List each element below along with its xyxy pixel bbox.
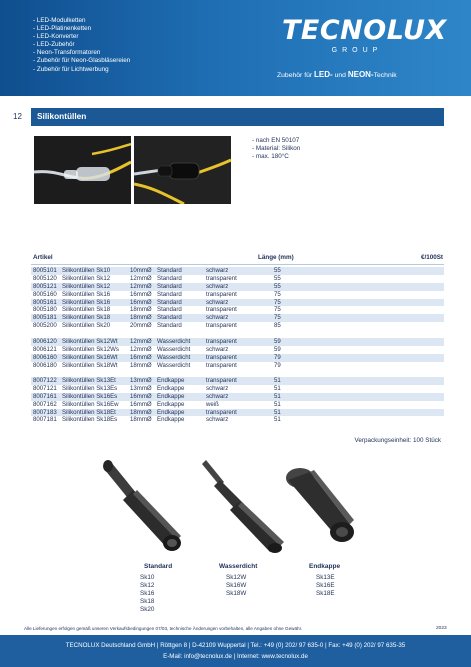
diameter: 13mmØ [130, 384, 152, 392]
category-item: - Neon-Transformatoren [33, 49, 130, 57]
grommet-type: Endkappe [157, 392, 185, 400]
grommet-color: weiß [206, 400, 219, 408]
table-row [31, 354, 444, 362]
article-number: 8006160 [33, 353, 57, 361]
model-code: Sk12 [140, 582, 155, 590]
diameter: 10mmØ [130, 267, 152, 274]
model-code: Sk16E [316, 582, 335, 590]
tagline-led: LED- [314, 70, 333, 79]
model-code: Sk13E [316, 574, 335, 581]
article-number: 8007183 [33, 408, 57, 416]
group-title-standard: Standard [144, 563, 173, 570]
diameter: 16mmØ [130, 290, 152, 298]
table-header-divider [31, 264, 444, 265]
length-value: 75 [274, 298, 281, 306]
grommet-color: transparent [206, 408, 237, 416]
article-name: Silikontüllen Sk12 [62, 274, 111, 282]
grommet-color: schwarz [206, 416, 229, 424]
article-name: Silikontüllen Sk18Et [62, 408, 116, 416]
grommet-type: Wasserdicht [157, 338, 191, 345]
grommet-color: schwarz [206, 298, 229, 306]
endcap-grommet-illustration [276, 452, 386, 554]
model-code: Sk18 [140, 598, 155, 606]
spec-item: - max. 180°C [252, 153, 300, 161]
footer-contact: E-Mail: info@tecnolux.de | Internet: www.tecnolux.de [163, 653, 308, 660]
grommet-color: transparent [206, 274, 237, 282]
page-number: 12 [13, 112, 22, 121]
logo-wordmark: TECNOLUX [282, 15, 447, 46]
article-name: Silikontüllen Sk16 [62, 298, 111, 306]
grommet-color: schwarz [206, 345, 229, 353]
article-number: 8006180 [33, 361, 57, 369]
section-title: Silikontüllen [37, 111, 87, 121]
table-row [31, 299, 444, 307]
length-value: 59 [274, 345, 281, 353]
grommet-type: Standard [157, 322, 182, 330]
grommet-type: Endkappe [157, 384, 185, 392]
length-value: 85 [274, 322, 281, 330]
spec-item: - Material: Silikon [252, 145, 300, 153]
article-name: Silikontüllen Sk16Es [62, 392, 118, 400]
header-price: €/100St [420, 254, 443, 261]
grommet-type: Standard [157, 314, 182, 322]
standard-grommet-illustration [97, 452, 207, 554]
grommet-type: Endkappe [157, 377, 185, 384]
grommet-color: transparent [206, 322, 237, 330]
diameter: 20mmØ [130, 322, 152, 330]
grommet-color: schwarz [206, 392, 229, 400]
group-list-wasserdicht [226, 574, 246, 598]
category-item: - LED-Platinenketten [33, 25, 130, 33]
diameter: 12mmØ [130, 282, 152, 290]
article-group-standard [31, 267, 444, 330]
product-photo-transparent [34, 136, 131, 204]
catalog-year: 2023 [436, 626, 447, 631]
packaging-unit: Verpackungseinheit: 100 Stück [354, 437, 441, 444]
length-value: 75 [274, 314, 281, 322]
tagline-part: Zubehör für [277, 72, 315, 79]
category-item: - LED-Modulketten [33, 17, 130, 25]
tagline-part: Technik [373, 72, 397, 79]
grommet-color: schwarz [206, 384, 229, 392]
article-number: 8007122 [33, 377, 57, 384]
table-row [31, 362, 444, 370]
article-group-endkappe [31, 377, 444, 424]
article-number: 8007181 [33, 416, 57, 424]
length-value: 55 [274, 282, 281, 290]
article-name: Silikontüllen Sk16Ew [62, 400, 119, 408]
table-row [31, 401, 444, 409]
group-list-endkappe [316, 574, 335, 598]
table-row [31, 291, 444, 299]
diameter: 16mmØ [130, 298, 152, 306]
spec-item: - nach EN 50107 [252, 137, 300, 145]
tecnolux-logo [282, 15, 447, 60]
diameter: 12mmØ [130, 274, 152, 282]
length-value: 51 [274, 416, 281, 424]
table-row [31, 267, 444, 275]
grommet-color: transparent [206, 290, 237, 298]
length-value: 51 [274, 384, 281, 392]
grommet-color: transparent [206, 361, 237, 369]
article-name: Silikontüllen Sk18 [62, 306, 111, 314]
article-number: 8005120 [33, 274, 57, 282]
category-item: - Zubehör für Lichtwerbung [33, 66, 130, 74]
diameter: 18mmØ [130, 314, 152, 322]
diameter: 18mmØ [130, 408, 152, 416]
grommet-color: transparent [206, 377, 237, 384]
length-value: 51 [274, 377, 281, 384]
length-value: 75 [274, 306, 281, 314]
article-number: 8006121 [33, 345, 57, 353]
length-value: 51 [274, 392, 281, 400]
table-row [31, 314, 444, 322]
table-row [31, 338, 444, 346]
category-list [33, 17, 130, 74]
model-code: Sk18E [316, 590, 335, 598]
spec-list [252, 137, 300, 162]
article-number: 8005160 [33, 290, 57, 298]
article-name: Silikontüllen Sk12Ws [62, 345, 119, 353]
diameter: 12mmØ [130, 338, 152, 345]
length-value: 55 [274, 267, 281, 274]
model-code: Sk20 [140, 606, 155, 614]
length-value: 55 [274, 274, 281, 282]
group-list-standard [140, 574, 154, 614]
diameter: 13mmØ [130, 377, 152, 384]
article-name: Silikontüllen Sk10 [62, 267, 111, 274]
category-item: - Zubehör für Neon-Glasbläsereien [33, 57, 130, 65]
grommet-type: Endkappe [157, 400, 185, 408]
article-name: Silikontüllen Sk13Et [62, 377, 116, 384]
length-value: 79 [274, 361, 281, 369]
category-item: - LED-Konverter [33, 33, 130, 41]
logo-subline: GROUP [331, 47, 383, 54]
table-row [31, 377, 444, 385]
header-length: Länge (mm) [258, 254, 294, 261]
table-row [31, 385, 444, 393]
model-code: Sk16 [140, 590, 155, 598]
table-row [31, 346, 444, 354]
group-title-endkappe: Endkappe [309, 563, 341, 570]
group-title-wasserdicht: Wasserdicht [219, 563, 258, 570]
grommet-type: Standard [157, 282, 182, 290]
model-code: Sk12W [226, 574, 247, 581]
article-group-wasserdicht [31, 338, 444, 370]
article-name: Silikontüllen Sk18 [62, 314, 111, 322]
grommet-color: transparent [206, 338, 237, 345]
tagline-neon: NEON- [347, 70, 374, 79]
legal-notice: Alle Lieferungen erfolgen gemäß unseren Verkaufsbedingungen 07/03, technische Änderungen vorbehalten, alle Angaben ohne Gewähr. [24, 626, 303, 631]
grommet-color: transparent [206, 353, 237, 361]
grommet-type: Endkappe [157, 408, 185, 416]
diameter: 16mmØ [130, 392, 152, 400]
page-header [0, 0, 471, 96]
grommet-type: Standard [157, 306, 182, 314]
article-number: 8005200 [33, 322, 57, 330]
grommet-color: transparent [206, 306, 237, 314]
header-article: Artikel [33, 254, 53, 261]
diameter: 18mmØ [130, 416, 152, 424]
diameter: 18mmØ [130, 361, 152, 369]
grommet-type: Standard [157, 267, 182, 274]
table-header [33, 254, 443, 263]
category-item: - LED-Zubehör [33, 41, 130, 49]
article-name: Silikontüllen Sk12Wt [62, 338, 118, 345]
diameter: 16mmØ [130, 353, 152, 361]
header-tagline [277, 70, 397, 79]
article-number: 8007162 [33, 400, 57, 408]
grommet-type: Wasserdicht [157, 353, 191, 361]
article-number: 8007121 [33, 384, 57, 392]
table-row [31, 306, 444, 314]
article-number: 8006120 [33, 338, 57, 345]
article-number: 8005101 [33, 267, 57, 274]
table-row [31, 322, 444, 330]
grommet-type: Standard [157, 298, 182, 306]
section-title-bar [31, 108, 444, 126]
article-name: Silikontüllen Sk13Es [62, 384, 118, 392]
diameter: 12mmØ [130, 345, 152, 353]
diameter: 16mmØ [130, 400, 152, 408]
grommet-color: schwarz [206, 282, 229, 290]
length-value: 51 [274, 408, 281, 416]
model-code: Sk16W [226, 582, 247, 590]
article-number: 8005180 [33, 306, 57, 314]
table-row [31, 409, 444, 417]
grommet-type: Wasserdicht [157, 345, 191, 353]
grommet-color: schwarz [206, 314, 229, 322]
grommet-color: schwarz [206, 267, 229, 274]
article-name: Silikontüllen Sk16Wt [62, 353, 118, 361]
length-value: 51 [274, 400, 281, 408]
grommet-type: Endkappe [157, 416, 185, 424]
table-row [31, 283, 444, 291]
article-number: 8005121 [33, 282, 57, 290]
diameter: 18mmØ [130, 306, 152, 314]
grommet-type: Standard [157, 290, 182, 298]
article-number: 8005161 [33, 298, 57, 306]
article-name: Silikontüllen Sk18Es [62, 416, 118, 424]
product-photo-black [134, 136, 231, 204]
article-number: 8007161 [33, 392, 57, 400]
footer-address: TECNOLUX Deutschland GmbH | Röttgen 8 | D-42109 Wuppertal | Tel.: +49 (0) 202/ 97 635-0 | Fax: +49 (0) 202/ 97 635-35 [65, 642, 406, 649]
table-row [31, 393, 444, 401]
page-footer [0, 635, 471, 667]
model-code: Sk10 [140, 574, 155, 581]
length-value: 79 [274, 353, 281, 361]
table-row [31, 416, 444, 424]
grommet-type: Wasserdicht [157, 361, 191, 369]
model-code: Sk18W [226, 590, 247, 598]
article-name: Silikontüllen Sk20 [62, 322, 111, 330]
length-value: 59 [274, 338, 281, 345]
table-row [31, 275, 444, 283]
tagline-part: und [332, 72, 348, 79]
grommet-type: Standard [157, 274, 182, 282]
article-name: Silikontüllen Sk16 [62, 290, 111, 298]
article-name: Silikontüllen Sk18Wt [62, 361, 118, 369]
length-value: 75 [274, 290, 281, 298]
article-name: Silikontüllen Sk12 [62, 282, 111, 290]
article-number: 8005181 [33, 314, 57, 322]
